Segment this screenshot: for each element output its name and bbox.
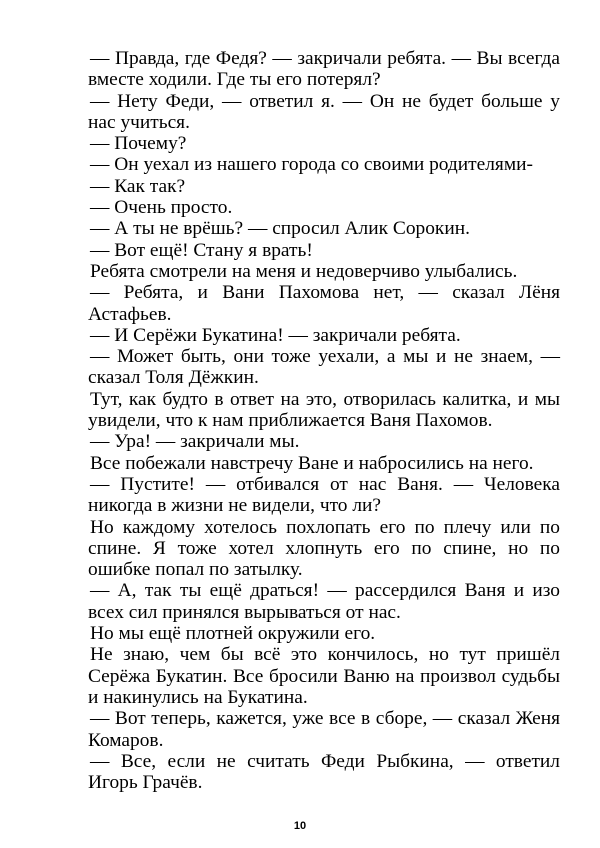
paragraph: — А, так ты ещё драться! — рассердился Ваня и изо всех сил принялся вырываться от нас. xyxy=(88,580,560,623)
paragraph: — И Серёжи Букатина! — закричали ребята. xyxy=(90,324,461,346)
paragraph: — А ты не врёшь? — спросил Алик Сорокин. xyxy=(90,218,470,240)
paragraph: — Почему? xyxy=(90,133,187,155)
paragraph: Не знаю, чем бы всё это кончилось, но тут пришёл Серёжа Букатин. Все бросили Ваню на произвол судьбы и накинулись на Букатина. xyxy=(88,644,560,708)
paragraph: Но мы ещё плотней окружили его. xyxy=(90,623,376,645)
paragraph: — Все, если не считать Феди Рыбкина, — ответил Игорь Грачёв. xyxy=(88,750,560,794)
paragraph: — Может быть, они тоже уехали, а мы и не знаем, — сказал Толя Дёжкин. xyxy=(88,346,560,389)
paragraph: Но каждому хотелось похлопать его по плечу или по спине. Я тоже хотел хлопнуть его по спине, но по ошибке попал по затылку. xyxy=(88,516,560,581)
paragraph: Тут, как будто в ответ на это, отворилась калитка, и мы увидели, что к нам приближается Ваня Пахомов. xyxy=(88,388,560,432)
paragraph: — Вот ещё! Стану я врать! xyxy=(90,239,313,261)
paragraph: — Как так? xyxy=(90,175,186,197)
page-number: 10 xyxy=(293,820,307,832)
paragraph: — Ребята, и Вани Пахомова нет, — сказал Лёня Астафьев. xyxy=(88,282,560,325)
paragraph: — Нету Феди, — ответил я. — Он не будет больше у нас учиться. xyxy=(88,90,560,133)
paragraph: — Пустите! — отбивался от нас Ваня. — Человека никогда в жизни не видели, что ли? xyxy=(88,473,560,517)
body-text xyxy=(88,48,560,793)
paragraph: — Ура! — закричали мы. xyxy=(90,431,300,453)
paragraph: — Вот теперь, кажется, уже все в сборе, — сказал Женя Комаров. xyxy=(88,708,560,751)
paragraph: Ребята смотрели на меня и недоверчиво улыбались. xyxy=(90,260,518,282)
paragraph: — Он уехал из нашего города со своими родителями- xyxy=(90,154,533,176)
paragraph: — Правда, где Федя? — закричали ребята. — Вы всегда вместе ходили. Где ты его потерял? xyxy=(88,48,560,91)
paragraph: — Очень просто. xyxy=(90,197,233,219)
paragraph: Все побежали навстречу Ване и набросились на него. xyxy=(90,452,534,474)
